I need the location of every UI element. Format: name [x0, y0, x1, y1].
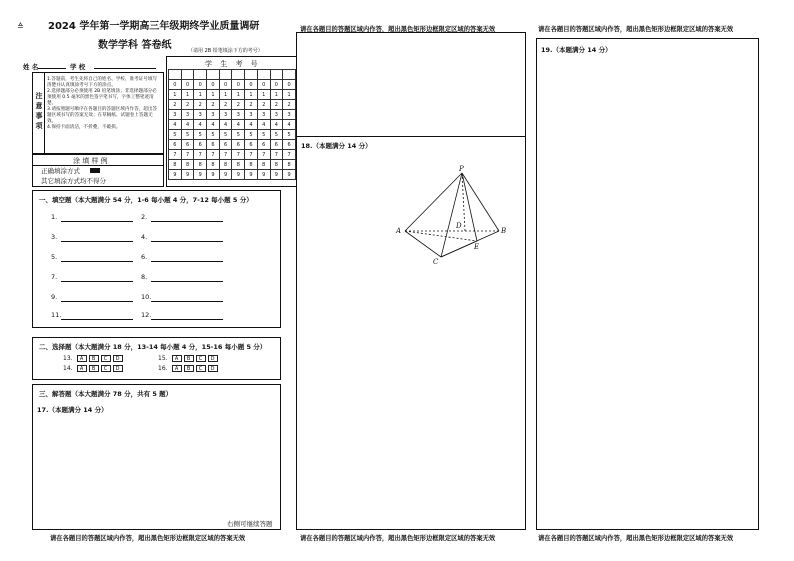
- digit-bubble[interactable]: 1: [219, 90, 232, 100]
- notice-item: 2.选择题部分必须使用 2B 铅笔填涂；非选择题部分必须使用 0.5 毫米的黑色签字笔书写，字体工整笔迹清楚。: [47, 89, 157, 106]
- digit-bubble[interactable]: 2: [207, 100, 220, 110]
- digit-write-cell[interactable]: [283, 70, 296, 80]
- choice-bubble[interactable]: C: [101, 365, 111, 372]
- choice-row: [63, 365, 125, 372]
- answer-area-col3[interactable]: [536, 38, 759, 530]
- notice-list: [47, 77, 161, 131]
- bubble-table[interactable]: [168, 69, 296, 180]
- choice-row: [158, 355, 220, 362]
- digit-bubble[interactable]: 1: [207, 90, 220, 100]
- notice-item: 1.答题前，考生先将自己的姓名、学校、准考证号填写清楚并认真填涂考号下方的涂点。: [47, 77, 158, 88]
- student-number-grid[interactable]: [166, 56, 297, 187]
- digit-bubble[interactable]: 1: [245, 90, 258, 100]
- digit-bubble[interactable]: 9: [181, 170, 194, 180]
- edge-ce: [441, 241, 480, 257]
- notice-item: 4.保持卡面清洁，不折叠，不破损。: [47, 125, 121, 130]
- digit-write-cell[interactable]: [194, 70, 207, 80]
- digit-bubble[interactable]: 5: [245, 130, 258, 140]
- choice-bubble[interactable]: A: [172, 355, 182, 362]
- footer-note-col3: 请在各题目的答题区域内作答，超出黑色矩形边框限定区域的答案无效: [538, 535, 734, 542]
- q18-title: 18.（本题满分 14 分）: [301, 142, 372, 150]
- edge-pa: [405, 173, 462, 231]
- fill-in-blank[interactable]: [61, 313, 133, 320]
- digit-bubble[interactable]: 6: [194, 140, 207, 150]
- digit-bubble[interactable]: 9: [283, 170, 296, 180]
- fill-in-label: 1.: [51, 213, 58, 221]
- fill-in-blank[interactable]: [151, 235, 223, 242]
- digit-bubble[interactable]: 7: [232, 150, 245, 160]
- fill-in-blank[interactable]: [151, 313, 223, 320]
- digit-write-cell[interactable]: [257, 70, 270, 80]
- digit-bubble[interactable]: 9: [270, 170, 283, 180]
- footer-note-col1: 请在各题目的答题区域内作答，超出黑色矩形边框限定区域的答案无效: [50, 535, 246, 542]
- fill-in-blank[interactable]: [151, 215, 223, 222]
- digit-bubble[interactable]: 7: [169, 150, 182, 160]
- digit-bubble[interactable]: 9: [232, 170, 245, 180]
- fill-in-blank[interactable]: [151, 275, 223, 282]
- point-label: B: [501, 227, 507, 235]
- page-subtitle: 数学学科 答卷纸: [98, 40, 172, 51]
- digit-bubble[interactable]: 1: [169, 90, 182, 100]
- fill-in-blank[interactable]: [61, 215, 133, 222]
- digit-bubble[interactable]: 7: [257, 150, 270, 160]
- digit-bubble[interactable]: 8: [219, 160, 232, 170]
- digit-bubble[interactable]: 8: [283, 160, 296, 170]
- edge-pc: [441, 173, 462, 257]
- digit-write-cell[interactable]: [169, 70, 182, 80]
- digit-bubble[interactable]: 2: [257, 100, 270, 110]
- digit-bubble[interactable]: 0: [194, 80, 207, 90]
- digit-bubble[interactable]: 2: [283, 100, 296, 110]
- fill-in-blank[interactable]: [61, 275, 133, 282]
- digit-bubble[interactable]: 0: [270, 80, 283, 90]
- digit-bubble[interactable]: 8: [257, 160, 270, 170]
- digit-bubble[interactable]: 1: [270, 90, 283, 100]
- digit-bubble[interactable]: 1: [283, 90, 296, 100]
- digit-bubble[interactable]: 3: [181, 110, 194, 120]
- digit-bubble[interactable]: 6: [270, 140, 283, 150]
- edge-pb: [462, 173, 499, 231]
- choice-bubble[interactable]: D: [113, 365, 123, 372]
- digit-bubble[interactable]: 2: [181, 100, 194, 110]
- digit-bubble[interactable]: 3: [207, 110, 220, 120]
- digit-bubble[interactable]: 6: [207, 140, 220, 150]
- choice-bubble[interactable]: C: [101, 355, 111, 362]
- digit-bubble[interactable]: 7: [283, 150, 296, 160]
- digit-bubble[interactable]: 7: [194, 150, 207, 160]
- choice-number: 13.: [63, 355, 73, 362]
- section1-title: 一、填空题（本大题满分 54 分，1-6 每小题 4 分，7-12 每小题 5 分）: [39, 196, 253, 204]
- digit-bubble[interactable]: 9: [207, 170, 220, 180]
- digit-bubble[interactable]: 0: [207, 80, 220, 90]
- choice-number: 15.: [158, 355, 168, 362]
- choice-bubble[interactable]: B: [184, 355, 194, 362]
- digit-bubble[interactable]: 5: [169, 130, 182, 140]
- choice-bubble[interactable]: D: [208, 365, 218, 372]
- digit-bubble[interactable]: 8: [181, 160, 194, 170]
- fill-correct-label: 正确填涂方式: [41, 167, 80, 175]
- point-label: A: [396, 227, 402, 235]
- fill-in-blank[interactable]: [151, 295, 223, 302]
- digit-bubble[interactable]: 4: [181, 120, 194, 130]
- digit-bubble[interactable]: 8: [245, 160, 258, 170]
- digit-bubble[interactable]: 6: [169, 140, 182, 150]
- digit-bubble[interactable]: 4: [194, 120, 207, 130]
- digit-bubble[interactable]: 0: [219, 80, 232, 90]
- digit-bubble[interactable]: 5: [207, 130, 220, 140]
- name-label: 姓 名: [23, 63, 39, 71]
- digit-bubble[interactable]: 3: [245, 110, 258, 120]
- pyramid-diagram: [395, 165, 509, 267]
- digit-bubble[interactable]: 4: [169, 120, 182, 130]
- continue-note: 右侧可继续答题: [227, 520, 273, 528]
- digit-bubble[interactable]: 3: [169, 110, 182, 120]
- notice-box: [32, 72, 164, 154]
- digit-bubble[interactable]: 2: [194, 100, 207, 110]
- fill-in-label: 5.: [51, 253, 58, 261]
- digit-bubble[interactable]: 3: [232, 110, 245, 120]
- notice-item: 3.请按照题号顺序在各题目的答题区域内作答，超出答题区域书写的答案无效；在草稿纸、试题卷上答题无效。: [47, 107, 158, 124]
- school-field[interactable]: [94, 68, 156, 69]
- digit-write-cell[interactable]: [245, 70, 258, 80]
- fill-in-label: 4.: [141, 233, 148, 241]
- name-field[interactable]: [38, 68, 66, 69]
- digit-bubble[interactable]: 3: [283, 110, 296, 120]
- edge-pd: [462, 173, 465, 231]
- digit-write-cell[interactable]: [270, 70, 283, 80]
- digit-bubble[interactable]: 6: [283, 140, 296, 150]
- digit-bubble[interactable]: 9: [245, 170, 258, 180]
- fill-in-label: 9.: [51, 293, 58, 301]
- digit-bubble[interactable]: 5: [232, 130, 245, 140]
- point-label: E: [474, 243, 480, 251]
- digit-bubble[interactable]: 4: [219, 120, 232, 130]
- digit-write-cell[interactable]: [207, 70, 220, 80]
- digit-bubble[interactable]: 8: [232, 160, 245, 170]
- digit-bubble[interactable]: 5: [270, 130, 283, 140]
- section2-title: 二、选择题（本大题满分 18 分，13-14 每小题 4 分，15-16 每小题 5 分）: [39, 343, 267, 351]
- digit-bubble[interactable]: 0: [245, 80, 258, 90]
- fill-in-label: 10.: [141, 293, 152, 301]
- fill-sample-box: [32, 154, 164, 187]
- digit-bubble[interactable]: 4: [257, 120, 270, 130]
- footer-note-col2: 请在各题目的答题区域内作答，超出黑色矩形边框限定区域的答案无效: [300, 535, 496, 542]
- point-label: C: [433, 258, 439, 266]
- edge-ae: [405, 231, 477, 241]
- digit-bubble[interactable]: 6: [232, 140, 245, 150]
- fill-in-label: 2.: [141, 213, 148, 221]
- section3-box[interactable]: [32, 384, 281, 530]
- choice-bubble[interactable]: D: [208, 355, 218, 362]
- digit-bubble[interactable]: 4: [283, 120, 296, 130]
- fill-in-blank[interactable]: [61, 295, 133, 302]
- digit-bubble[interactable]: 7: [270, 150, 283, 160]
- digit-bubble[interactable]: 5: [283, 130, 296, 140]
- digit-bubble[interactable]: 9: [169, 170, 182, 180]
- digit-bubble[interactable]: 1: [181, 90, 194, 100]
- edge-ac: [405, 231, 441, 257]
- choice-bubble[interactable]: B: [89, 365, 99, 372]
- choice-bubble[interactable]: C: [196, 365, 206, 372]
- bubble-grid[interactable]: [168, 69, 296, 180]
- digit-bubble[interactable]: 4: [245, 120, 258, 130]
- pencil-note: （请用 2B 铅笔填涂下方的考号）: [188, 48, 263, 54]
- filled-bubble-icon: [90, 168, 100, 173]
- fill-in-label: 3.: [51, 233, 58, 241]
- digit-bubble[interactable]: 9: [194, 170, 207, 180]
- fill-in-label: 6.: [141, 253, 148, 261]
- digit-bubble[interactable]: 4: [270, 120, 283, 130]
- digit-bubble[interactable]: 8: [270, 160, 283, 170]
- choice-bubble[interactable]: A: [77, 365, 87, 372]
- fill-in-label: 8.: [141, 273, 148, 281]
- col2-divider: [297, 136, 525, 137]
- fill-in-label: 7.: [51, 273, 58, 281]
- digit-write-cell[interactable]: [219, 70, 232, 80]
- digit-bubble[interactable]: 6: [245, 140, 258, 150]
- q19-title: 19.（本题满分 14 分）: [541, 46, 612, 54]
- header-note-col2: 请在各题目的答题区域内作答，超出黑色矩形边框限定区域的答案无效: [300, 26, 496, 33]
- digit-bubble[interactable]: 8: [169, 160, 182, 170]
- digit-bubble[interactable]: 1: [257, 90, 270, 100]
- digit-bubble[interactable]: 3: [219, 110, 232, 120]
- digit-bubble[interactable]: 2: [270, 100, 283, 110]
- digit-bubble[interactable]: 4: [207, 120, 220, 130]
- fill-in-blank[interactable]: [151, 255, 223, 262]
- digit-bubble[interactable]: 2: [245, 100, 258, 110]
- student-number-label: 学 生 考 号: [205, 60, 261, 68]
- digit-bubble[interactable]: 6: [219, 140, 232, 150]
- digit-bubble[interactable]: 0: [181, 80, 194, 90]
- choice-bubble[interactable]: A: [77, 355, 87, 362]
- choice-number: 14.: [63, 365, 73, 372]
- fill-in-blank[interactable]: [61, 255, 133, 262]
- digit-bubble[interactable]: 5: [219, 130, 232, 140]
- choice-row: [63, 355, 125, 362]
- section3-title: 三、解答题（本大题满分 78 分，共有 5 题）: [39, 390, 173, 398]
- notice-label: 注意事项: [35, 92, 43, 130]
- digit-bubble[interactable]: 0: [257, 80, 270, 90]
- digit-bubble[interactable]: 1: [232, 90, 245, 100]
- choice-number: 16.: [158, 365, 168, 372]
- digit-bubble[interactable]: 7: [245, 150, 258, 160]
- page-title: 2024 学年第一学期高三年级期终学业质量调研: [48, 21, 260, 32]
- digit-bubble[interactable]: 7: [181, 150, 194, 160]
- digit-bubble[interactable]: 2: [169, 100, 182, 110]
- digit-bubble[interactable]: 3: [194, 110, 207, 120]
- choice-row: [158, 365, 220, 372]
- digit-bubble[interactable]: 9: [219, 170, 232, 180]
- choice-bubble[interactable]: B: [89, 355, 99, 362]
- digit-bubble[interactable]: 0: [283, 80, 296, 90]
- digit-bubble[interactable]: 6: [257, 140, 270, 150]
- digit-bubble[interactable]: 8: [194, 160, 207, 170]
- q17-title: 17.（本题满分 14 分）: [37, 406, 108, 414]
- digit-bubble[interactable]: 0: [169, 80, 182, 90]
- digit-bubble[interactable]: 4: [232, 120, 245, 130]
- answer-area-col2[interactable]: [296, 32, 526, 530]
- fill-in-label: 12.: [141, 311, 152, 319]
- choice-bubble[interactable]: B: [184, 365, 194, 372]
- digit-bubble[interactable]: 9: [257, 170, 270, 180]
- digit-bubble[interactable]: 3: [270, 110, 283, 120]
- point-label: P: [459, 165, 464, 173]
- digit-bubble[interactable]: 5: [257, 130, 270, 140]
- digit-write-cell[interactable]: [232, 70, 245, 80]
- section1-box: [32, 190, 281, 328]
- digit-bubble[interactable]: 7: [207, 150, 220, 160]
- digit-bubble[interactable]: 2: [232, 100, 245, 110]
- school-label: 学 校: [70, 63, 86, 71]
- fill-in-blank[interactable]: [61, 235, 133, 242]
- digit-bubble[interactable]: 7: [219, 150, 232, 160]
- notice-divider: [44, 73, 45, 153]
- digit-bubble[interactable]: 2: [219, 100, 232, 110]
- digit-bubble[interactable]: 8: [207, 160, 220, 170]
- header-note-col3: 请在各题目的答题区域内作答，超出黑色矩形边框限定区域的答案无效: [538, 26, 734, 33]
- digit-write-cell[interactable]: [181, 70, 194, 80]
- digit-bubble[interactable]: 0: [232, 80, 245, 90]
- section2-box: [32, 337, 281, 380]
- corner-mark: ≙: [17, 22, 24, 31]
- digit-bubble[interactable]: 1: [194, 90, 207, 100]
- point-label: D: [456, 222, 462, 230]
- choice-bubble[interactable]: D: [113, 355, 123, 362]
- choice-bubble[interactable]: C: [196, 355, 206, 362]
- fill-in-label: 11.: [51, 311, 62, 319]
- fill-wrong-label: 其它填涂方式均不得分: [41, 177, 106, 185]
- fill-sample-title: 涂 填 样 例: [73, 157, 108, 165]
- digit-bubble[interactable]: 6: [181, 140, 194, 150]
- digit-bubble[interactable]: 5: [194, 130, 207, 140]
- choice-bubble[interactable]: A: [172, 365, 182, 372]
- digit-bubble[interactable]: 3: [257, 110, 270, 120]
- digit-bubble[interactable]: 5: [181, 130, 194, 140]
